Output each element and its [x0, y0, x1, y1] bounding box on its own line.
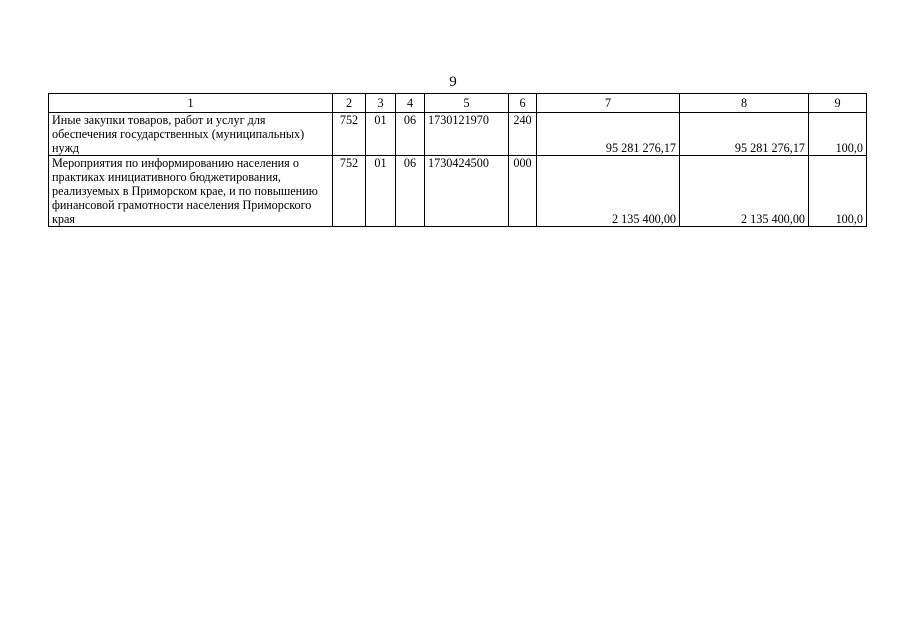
header-cell: 1	[49, 94, 333, 113]
subsection-code-cell: 06	[396, 156, 425, 227]
row-name-cell: Мероприятия по информированию населения о практиках инициативного бюджетирования, реализуемых в Приморском крае, и по повышению финансовой грамотности населения Приморского края	[49, 156, 333, 227]
header-cell: 8	[680, 94, 809, 113]
table-row	[49, 156, 867, 227]
row-name-cell: Иные закупки товаров, работ и услуг для обеспечения государственных (муниципальных) нужд	[49, 113, 333, 156]
subsection-code-cell: 06	[396, 113, 425, 156]
section-code-cell: 01	[366, 113, 396, 156]
header-cell: 9	[809, 94, 867, 113]
planned-amount-cell: 95 281 276,17	[537, 113, 680, 156]
section-code-cell: 01	[366, 156, 396, 227]
header-cell: 6	[509, 94, 537, 113]
header-cell: 3	[366, 94, 396, 113]
expense-type-cell: 000	[509, 156, 537, 227]
percent-cell: 100,0	[809, 113, 867, 156]
expense-type-cell: 240	[509, 113, 537, 156]
header-cell: 5	[425, 94, 509, 113]
planned-amount-cell: 2 135 400,00	[537, 156, 680, 227]
target-article-cell: 1730424500	[425, 156, 509, 227]
ministry-code-cell: 752	[333, 113, 366, 156]
budget-table	[48, 93, 867, 227]
header-cell: 2	[333, 94, 366, 113]
header-cell: 7	[537, 94, 680, 113]
target-article-cell: 1730121970	[425, 113, 509, 156]
page-number: 9	[449, 74, 457, 90]
header-cell: 4	[396, 94, 425, 113]
header-row	[49, 94, 867, 113]
table-row	[49, 113, 867, 156]
executed-amount-cell: 95 281 276,17	[680, 113, 809, 156]
ministry-code-cell: 752	[333, 156, 366, 227]
executed-amount-cell: 2 135 400,00	[680, 156, 809, 227]
percent-cell: 100,0	[809, 156, 867, 227]
